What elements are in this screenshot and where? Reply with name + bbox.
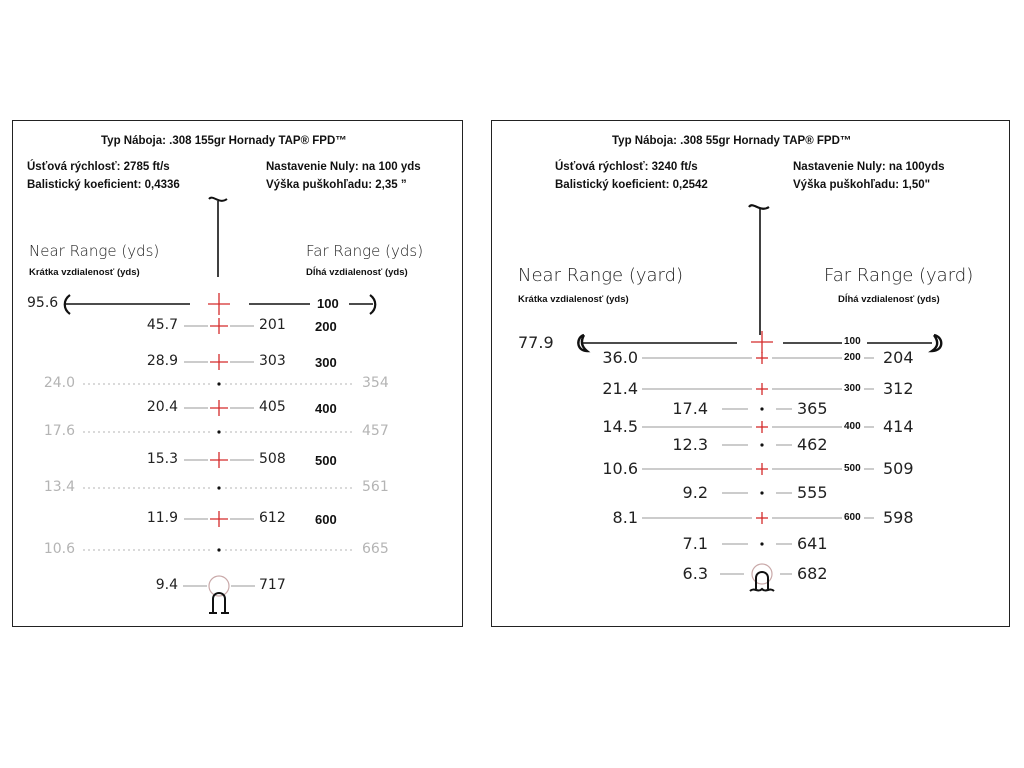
near-distance: 20.4 xyxy=(146,399,178,415)
near-distance: 36.0 xyxy=(602,348,638,367)
far-distance: 414 xyxy=(883,417,914,436)
near-distance: 17.6 xyxy=(43,423,75,439)
range-mark: 200 xyxy=(844,352,861,363)
muzzle-velocity: Úsťová rýchlosť: 2785 ft/s xyxy=(27,161,170,173)
hold-dot xyxy=(217,548,220,551)
range-mark: 600 xyxy=(844,512,861,523)
reticle-drawing-right xyxy=(492,121,1009,626)
zero-mark-label: 100 xyxy=(317,296,339,311)
range-mark: 200 xyxy=(315,319,337,334)
far-distance: 598 xyxy=(883,508,914,527)
range-mark: 300 xyxy=(315,355,337,370)
far-distance: 312 xyxy=(883,379,914,398)
far-range-label: Far Range (yds) xyxy=(306,242,424,260)
post-tip xyxy=(749,205,769,208)
right-bar-hook xyxy=(932,335,941,351)
post-tip xyxy=(209,198,227,201)
zero-mark-label: 100 xyxy=(844,336,861,347)
horizontal-near-value: 95.6 xyxy=(27,295,59,311)
near-distance: 7.1 xyxy=(682,534,708,553)
far-distance: 365 xyxy=(797,399,828,418)
far-distance: 201 xyxy=(259,317,286,333)
near-distance: 24.0 xyxy=(43,375,75,391)
hold-dot xyxy=(760,443,763,446)
near-range-label: Near Range (yds) xyxy=(29,242,160,260)
far-distance: 717 xyxy=(259,577,286,593)
reticle-drawing-left xyxy=(13,121,462,626)
near-distance: 11.9 xyxy=(146,510,178,526)
scope-height: Výška puškohľadu: 1,50" xyxy=(793,179,931,191)
near-distance: 45.7 xyxy=(146,317,178,333)
horizontal-near-value: 77.9 xyxy=(518,333,554,352)
range-mark: 500 xyxy=(844,463,861,474)
near-range-label: Near Range (yard) xyxy=(518,265,684,286)
far-distance: 682 xyxy=(797,564,828,583)
ammo-title: Typ Náboja: .308 55gr Hornady TAP® FPD™ xyxy=(612,135,852,147)
range-mark: 600 xyxy=(315,512,337,527)
near-distance: 6.3 xyxy=(682,564,708,583)
near-distance: 9.4 xyxy=(155,577,178,593)
near-distance: 10.6 xyxy=(602,459,638,478)
reticle-card-left xyxy=(12,120,463,627)
near-distance: 21.4 xyxy=(602,379,638,398)
hold-dot xyxy=(760,491,763,494)
far-distance: 303 xyxy=(259,353,286,369)
far-distance: 204 xyxy=(883,348,914,367)
far-distance: 462 xyxy=(797,435,828,454)
near-distance: 13.4 xyxy=(43,479,75,495)
zero-setting: Nastavenie Nuly: na 100yds xyxy=(793,161,945,173)
range-mark: 300 xyxy=(844,383,861,394)
zero-setting: Nastavenie Nuly: na 100 yds xyxy=(266,161,421,173)
hold-dot xyxy=(760,407,763,410)
ballistic-coefficient: Balistický koeficient: 0,2542 xyxy=(555,179,708,191)
near-distance: 14.5 xyxy=(602,417,638,436)
near-distance: 8.1 xyxy=(612,508,638,527)
near-distance: 15.3 xyxy=(146,451,178,467)
far-distance: 509 xyxy=(883,459,914,478)
reticle-card-right xyxy=(491,120,1010,627)
far-distance: 457 xyxy=(362,423,389,439)
far-range-label: Far Range (yard) xyxy=(824,265,974,286)
hold-dot xyxy=(760,542,763,545)
near-distance: 17.4 xyxy=(672,399,708,418)
range-mark: 400 xyxy=(315,401,337,416)
far-distance: 405 xyxy=(259,399,286,415)
far-range-sublabel: Dĺhá vzdialenosť (yds) xyxy=(838,294,940,305)
hold-dot xyxy=(217,382,220,385)
near-range-sublabel: Krátka vzdialenosť (yds) xyxy=(29,267,140,278)
near-distance: 12.3 xyxy=(672,435,708,454)
hold-dot xyxy=(217,430,220,433)
far-distance: 665 xyxy=(362,541,389,557)
bottom-post-symbol xyxy=(750,572,774,591)
near-distance: 9.2 xyxy=(682,483,708,502)
near-distance: 28.9 xyxy=(146,353,178,369)
hold-dot xyxy=(217,486,220,489)
ammo-title: Typ Náboja: .308 155gr Hornady TAP® FPD™ xyxy=(101,135,347,147)
far-distance: 555 xyxy=(797,483,828,502)
far-distance: 508 xyxy=(259,451,286,467)
far-distance: 641 xyxy=(797,534,828,553)
range-mark: 500 xyxy=(315,453,337,468)
far-distance: 612 xyxy=(259,510,286,526)
near-range-sublabel: Krátka vzdialenosť (yds) xyxy=(518,294,629,305)
near-distance: 10.6 xyxy=(43,541,75,557)
far-distance: 561 xyxy=(362,479,389,495)
scope-height: Výška puškohľadu: 2,35 ” xyxy=(266,179,407,191)
range-mark: 400 xyxy=(844,421,861,432)
far-range-sublabel: Dĺhá vzdialenosť (yds) xyxy=(306,267,408,278)
far-distance: 354 xyxy=(362,375,389,391)
ballistic-coefficient: Balistický koeficient: 0,4336 xyxy=(27,179,180,191)
muzzle-velocity: Úsťová rýchlosť: 3240 ft/s xyxy=(555,161,698,173)
